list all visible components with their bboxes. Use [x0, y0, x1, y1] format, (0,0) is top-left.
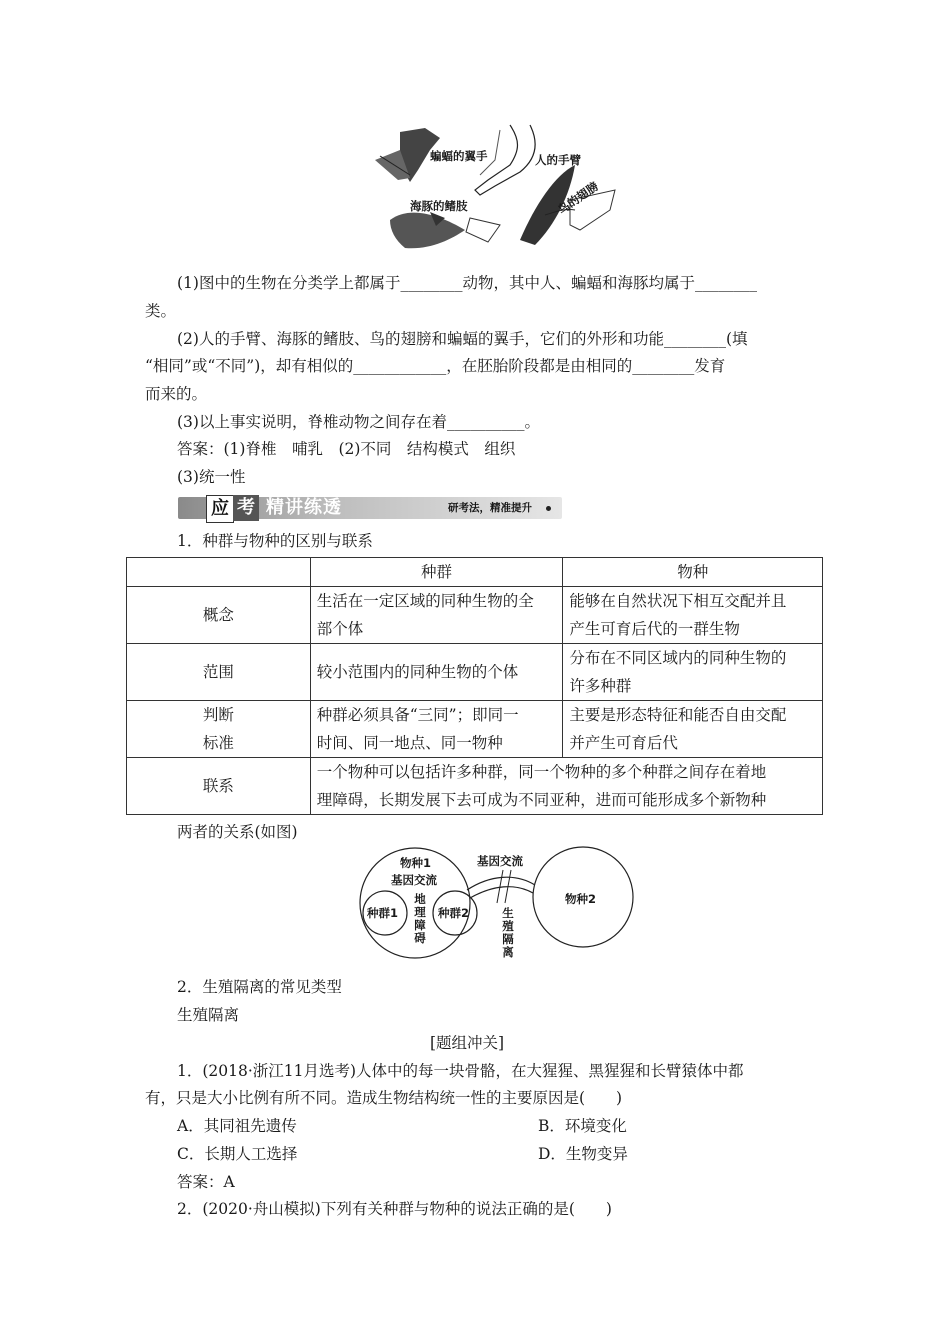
iso-char: 隔	[502, 932, 514, 946]
mcq-1-option-d: D．生物变异	[538, 1145, 628, 1163]
answer-line-2: (3)统一性	[177, 468, 246, 486]
species-cell	[563, 644, 823, 701]
section-2-title: 2．生殖隔离的常见类型	[177, 978, 342, 996]
geo-char: 地	[414, 892, 426, 906]
question-2-line-3: 而来的。	[145, 385, 208, 403]
bat-wing-label: 蝙蝠的翼手	[430, 149, 488, 163]
population-2-label: 种群2	[438, 906, 470, 920]
table-header-empty	[127, 558, 311, 587]
question-1-line-2: 类。	[145, 302, 177, 320]
mcq-1-option-a: A．其同祖先遗传	[177, 1117, 297, 1135]
banner-slogan: 研考法，精准提升	[448, 502, 532, 514]
dolphin-fin-label: 海豚的鳍肢	[410, 199, 468, 213]
question-group-title: [题组冲关]	[430, 1034, 505, 1052]
section-1-title: 1．种群与物种的区别与联系	[177, 532, 373, 550]
human-arm-label: 人的手臂	[535, 153, 581, 167]
population-species-table	[126, 557, 823, 815]
gene-flow-bridge-label: 基因交流	[477, 854, 523, 868]
cell-line: 并产生可育后代	[569, 734, 678, 752]
cell-line: 较小范围内的同种生物的个体	[316, 663, 519, 681]
banner-ying: 应	[206, 495, 234, 523]
cell-line: 判断	[202, 706, 234, 724]
iso-char: 生	[502, 906, 514, 920]
table-header-row	[127, 558, 823, 587]
species-1-label: 物种1	[400, 856, 432, 870]
mcq-1-option-c: C．长期人工选择	[177, 1145, 298, 1163]
homologous-organs-figure	[370, 120, 620, 260]
section-banner	[178, 495, 562, 521]
row-label: 联系	[127, 758, 311, 815]
cell-line: 理障碍，长期发展下去可成为不同亚种，进而可能形成多个新物种	[316, 791, 767, 809]
cell-line: 许多种群	[569, 677, 632, 695]
cell-line: 种群必须具备“三同”；即同一	[316, 706, 519, 724]
population-cell	[310, 701, 563, 758]
iso-char: 殖	[502, 919, 514, 933]
table-row	[127, 644, 823, 701]
species-cell	[563, 701, 823, 758]
relation-cell	[310, 758, 822, 815]
question-2-line-1: (2)人的手臂、海豚的鳍肢、鸟的翅膀和蝙蝠的翼手，它们的外形和功能________(填	[177, 330, 748, 348]
cell-line: 生活在一定区域的同种生物的全	[316, 592, 534, 610]
mcq-1-stem-line-2: 有，只是大小比例有所不同。造成生物结构统一性的主要原因是( )	[145, 1089, 623, 1107]
relation-caption: 两者的关系(如图)	[177, 823, 298, 841]
geo-char: 理	[414, 905, 426, 919]
cell-line: 部个体	[316, 620, 364, 638]
population-1-label: 种群1	[367, 906, 399, 920]
banner-dot-icon	[546, 506, 551, 511]
species-cell	[563, 587, 823, 644]
question-1-line-1: (1)图中的生物在分类学上都属于________动物，其中人、蝙蝠和海豚均属于________	[177, 274, 757, 292]
gene-flow-inner-label: 基因交流	[391, 873, 437, 887]
cell-line: 一个物种可以包括许多种群，同一个物种的多个种群之间存在着地	[316, 763, 767, 781]
bird-wing-label: 鸟的翅膀	[555, 179, 601, 217]
table-row	[127, 701, 823, 758]
section-2-subtitle: 生殖隔离	[177, 1006, 240, 1024]
population-cell	[310, 587, 563, 644]
row-label	[127, 701, 311, 758]
cell-line: 产生可育后代的一群生物	[569, 620, 740, 638]
row-label: 概念	[127, 587, 311, 644]
reproductive-isolation-label	[501, 907, 515, 959]
row-label: 范围	[127, 644, 311, 701]
cell-line: 主要是形态特征和能否自由交配	[569, 706, 787, 724]
iso-char: 离	[502, 945, 514, 959]
table-header-population: 种群	[310, 558, 563, 587]
table-row	[127, 758, 823, 815]
cell-line: 时间、同一地点、同一物种	[316, 734, 503, 752]
table-row	[127, 587, 823, 644]
geo-char: 障	[414, 918, 426, 932]
population-cell	[310, 644, 563, 701]
mcq-1-option-b: B．环境变化	[538, 1117, 627, 1135]
question-2-line-2: “相同”或“不同”)，却有相似的____________，在胚胎阶段都是由相同的________发育	[145, 357, 726, 375]
mcq-1-answer: 答案：A	[177, 1173, 235, 1191]
species-population-diagram	[355, 845, 645, 970]
cell-line: 分布在不同区域内的同种生物的	[569, 649, 787, 667]
cell-line: 标准	[202, 734, 234, 752]
mcq-1-stem-line-1: 1．(2018·浙江11月选考)人体中的每一块骨骼，在大猩猩、黑猩猩和长臂猿体中都	[177, 1062, 744, 1080]
banner-kao: 考	[233, 495, 259, 521]
question-3: (3)以上事实说明，脊椎动物之间存在着__________。	[177, 413, 540, 431]
table-header-species: 物种	[563, 558, 823, 587]
geographic-barrier-label	[413, 893, 427, 945]
species-2-label: 物种2	[565, 892, 597, 906]
geo-char: 碍	[414, 931, 426, 945]
banner-title: 精讲练透	[266, 497, 342, 518]
cell-line: 能够在自然状况下相互交配并且	[569, 592, 787, 610]
answer-line-1: 答案：(1)脊椎 哺乳 (2)不同 结构模式 组织	[177, 440, 516, 458]
mcq-2-stem: 2．(2020·舟山模拟)下列有关种群与物种的说法正确的是( )	[177, 1200, 612, 1218]
